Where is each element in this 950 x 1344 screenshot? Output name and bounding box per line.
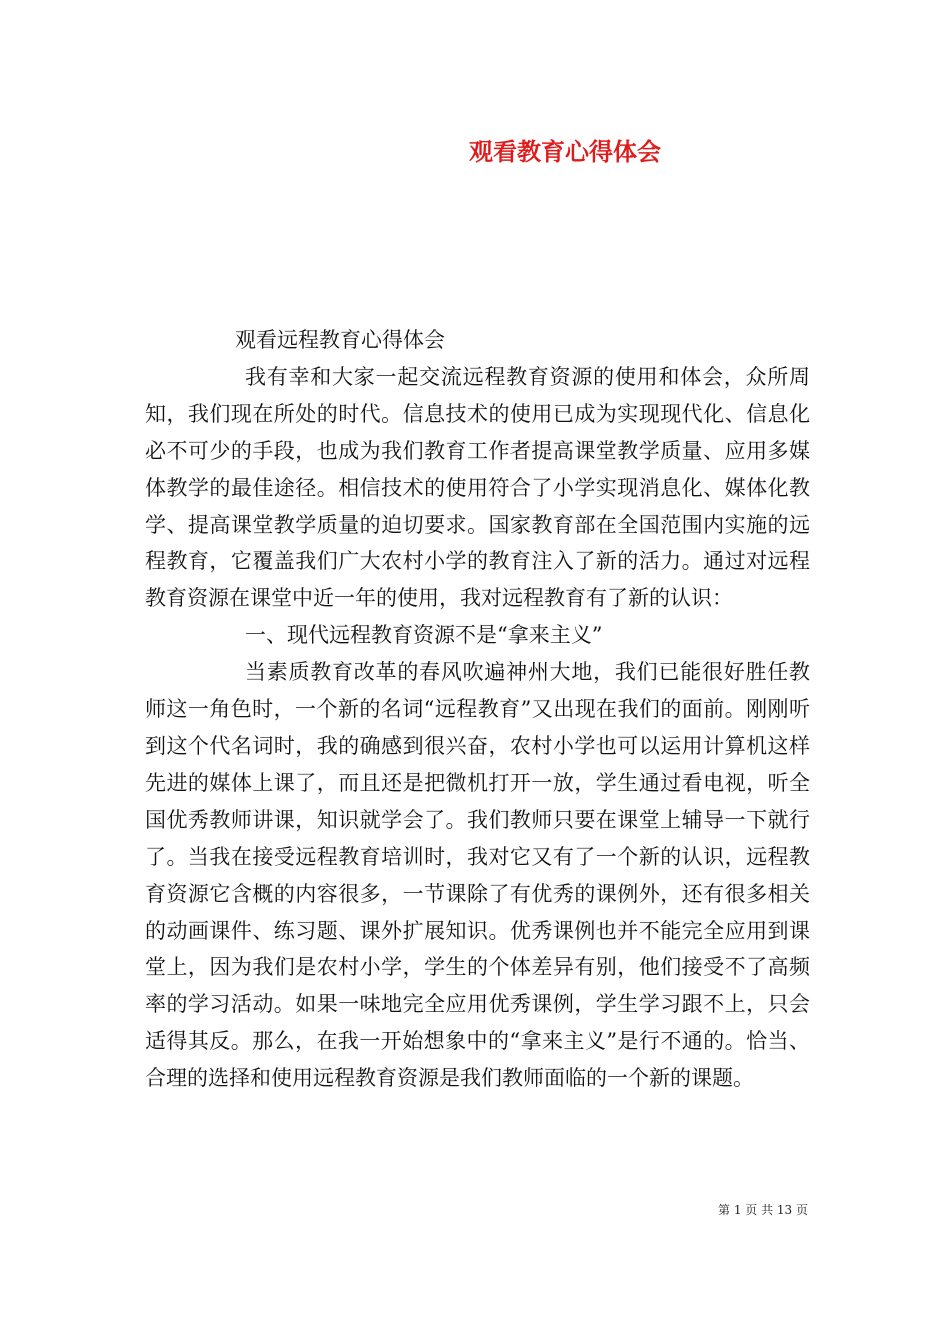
body-paragraph: 我有幸和大家一起交流远程教育资源的使用和体会，众所周知，我们现在所处的时代。信息技术的使用已成为实现现代化、信息化必不可少的手段，也成为我们教育工作者提高课堂教学质量、应用多媒体教学的最佳途径。相信技术的使用符合了小学实现消息化、媒体化教学、提高课堂教学质量的迫切要求。国家教育部在全国范围内实施的远程教育，它覆盖我们广大农村小学的教育注入了新的活力。通过对远程教育资源在课堂中近一年的使用，我对远程教育有了新的认识： [145,364,810,611]
document-title: 观看教育心得体会 [469,137,661,166]
body-paragraph: 当素质教育改革的春风吹遍神州大地，我们已能很好胜任教师这一角色时，一个新的名词“远程教育”又出现在我们的面前。刚刚听到这个代名词时，我的确感到很兴奋，农村小学也可以运用计算机这样先进的媒体上课了，而且还是把微机打开一放，学生通过看电视，听全国优秀教师讲课，知识就学会了。我们教师只要在课堂上辅导一下就行了。当我在接受远程教育培训时，我对它又有了一个新的认识，远程教育资源它含概的内容很多，一节课除了有优秀的课例外，还有很多相关的动画课件、练习题、课外扩展知识。优秀课例也并不能完全应用到课堂上，因为我们是农村小学，学生的个体差异有别，他们接受不了高频率的学习活动。如果一味地完全应用优秀课例，学生学习跟不上，只会适得其反。那么，在我一开始想象中的“拿来主义”是行不通的。恰当、合理的选择和使用远程教育资源是我们教师面临的一个新的课题。 [145,660,810,1091]
document-subtitle: 观看远程教育心得体会 [235,328,445,352]
page-number-indicator: 第 1 页 共 13 页 [718,1203,808,1217]
document-body [145,322,810,1097]
section-heading: 一、现代远程教育资源不是“拿来主义” [245,623,603,648]
